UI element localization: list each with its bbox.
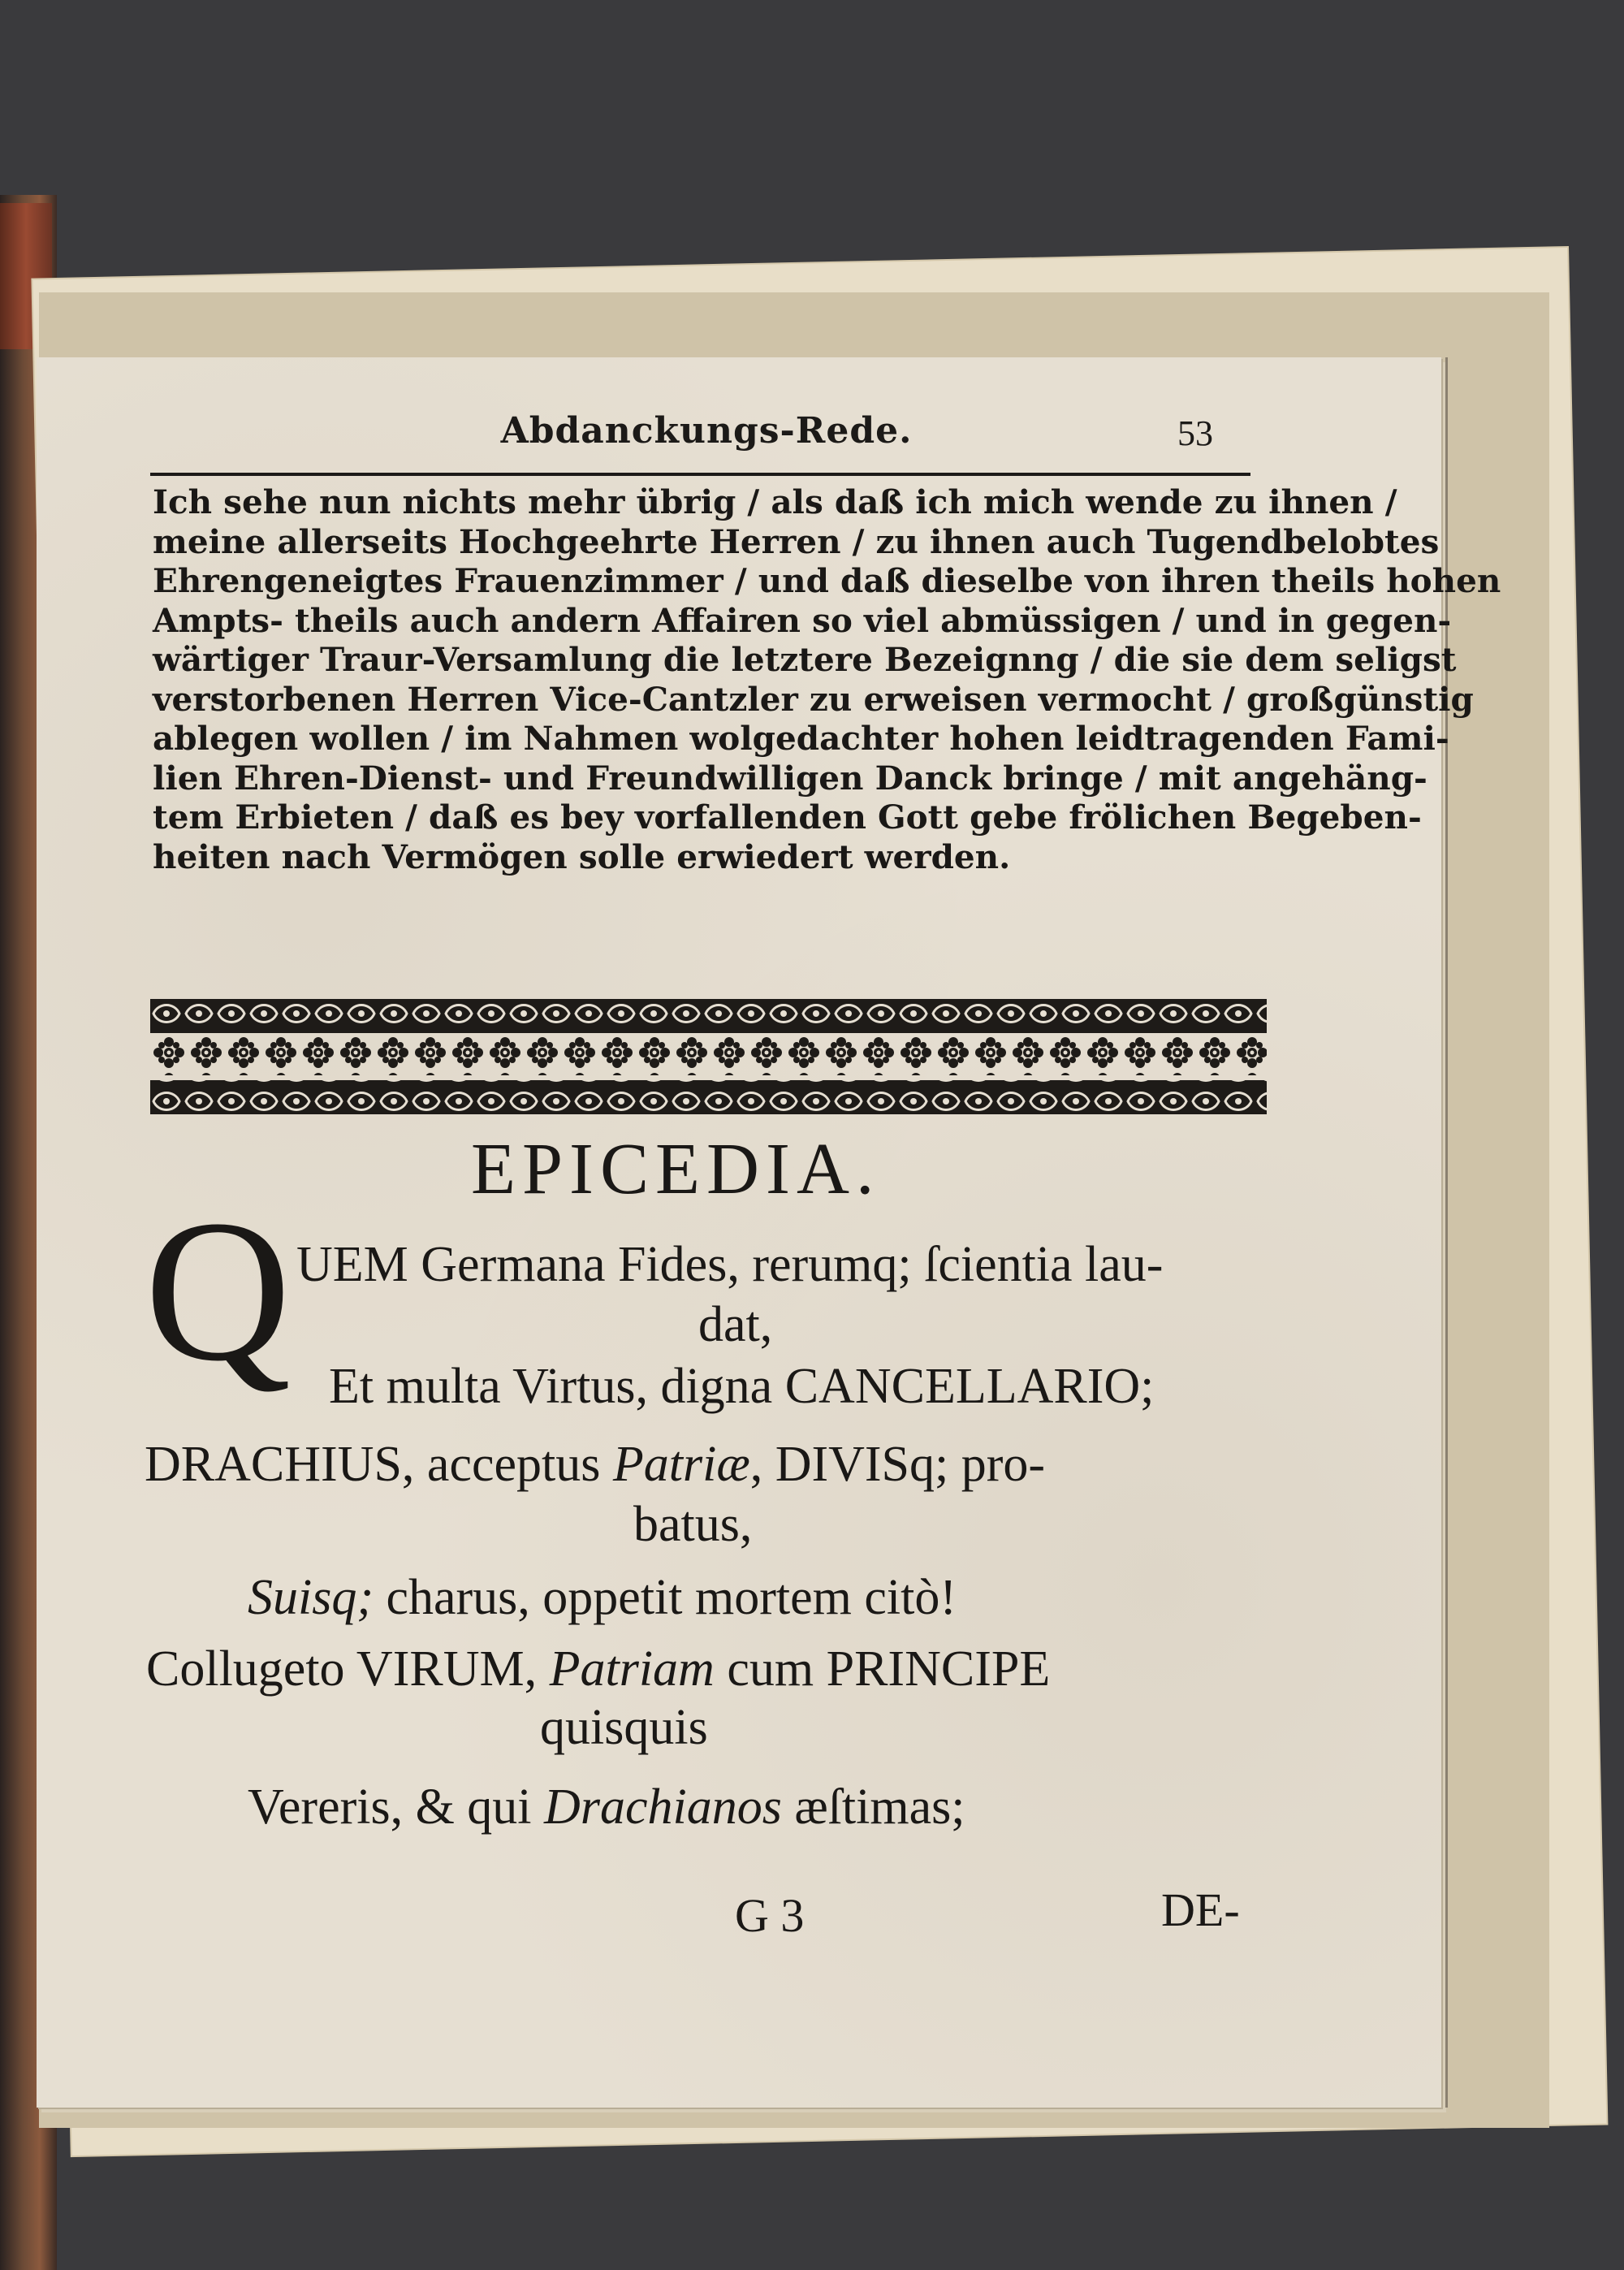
dropcap-initial: Q bbox=[145, 1178, 292, 1403]
text-line: Ampts- theils auch andern Affairen so viel abmüssigen / und in gegen- bbox=[153, 600, 1452, 640]
verse-text: Collugeto VIRUM, bbox=[146, 1641, 550, 1697]
text-line: ablegen wollen / im Nahmen wolgedachter hohen leidtragenden Fami- bbox=[153, 719, 1449, 758]
german-paragraph bbox=[153, 482, 1501, 876]
verse-line: Et multa Virtus, digna CANCELLARIO; bbox=[329, 1359, 1155, 1414]
verse-italic: Patriam bbox=[549, 1641, 715, 1697]
verse-line: UEM Germana Fides, rerumq; ſcientia lau- bbox=[296, 1237, 1164, 1292]
verse-text: æſtimas; bbox=[781, 1779, 965, 1835]
verse-italic: Patriæ bbox=[612, 1437, 750, 1492]
verse-text: Vereris, & qui bbox=[248, 1779, 545, 1835]
verse-text: DRACHIUS, acceptus bbox=[145, 1437, 613, 1492]
text-line: wärtiger Traur-Versamlung die letztere Bezeignng / die sie dem seligst bbox=[153, 640, 1457, 679]
ornamental-band bbox=[150, 999, 1267, 1117]
verse-text: cum PRINCIPE bbox=[714, 1641, 1051, 1697]
verse-line bbox=[248, 1779, 965, 1836]
catchword: DE- bbox=[1161, 1883, 1240, 1936]
text-line: Ich sehe nun nichts mehr übrig / als daß ich mich wende zu ihnen / bbox=[153, 482, 1397, 521]
verse-italic: Suisq; bbox=[248, 1570, 374, 1625]
verse-line: dat, bbox=[698, 1297, 773, 1352]
verse-text: , DIVISq; pro- bbox=[749, 1437, 1046, 1492]
verse-line: quisquis bbox=[540, 1700, 708, 1755]
header-rule bbox=[150, 473, 1250, 476]
verse-line bbox=[145, 1436, 1045, 1494]
text-line: heiten nach Vermögen solle erwiedert werden. bbox=[153, 837, 1011, 876]
text-line: Ehrengeneigtes Frauenzimmer / und daß dieselbe von ihren theils hohen bbox=[153, 561, 1501, 600]
verse-italic: Drachianos bbox=[544, 1779, 782, 1835]
text-line: verstorbenen Herren Vice-Cantzler zu erweisen vermocht / großgünstig bbox=[153, 679, 1474, 719]
text-line: meine allerseits Hochgeehrte Herren / zu ihnen auch Tugendbelobtes bbox=[153, 521, 1440, 561]
text-line: tem Erbieten / daß es bey vorfallenden Gott gebe frölichen Begeben- bbox=[153, 798, 1422, 837]
signature-mark: G 3 bbox=[735, 1889, 805, 1942]
running-head: Abdanckungs-Rede. bbox=[500, 410, 913, 452]
text-line: lien Ehren-Dienst- und Freundwilligen Danck bringe / mit angehäng- bbox=[153, 758, 1427, 798]
verse-line bbox=[248, 1569, 957, 1627]
page-number: 53 bbox=[1177, 413, 1213, 453]
verse-line: batus, bbox=[633, 1497, 753, 1552]
verse-line bbox=[146, 1641, 1050, 1698]
verse-text: charus, oppetit mortem citò! bbox=[374, 1570, 957, 1625]
poem-title: EPICEDIA. bbox=[471, 1129, 881, 1209]
